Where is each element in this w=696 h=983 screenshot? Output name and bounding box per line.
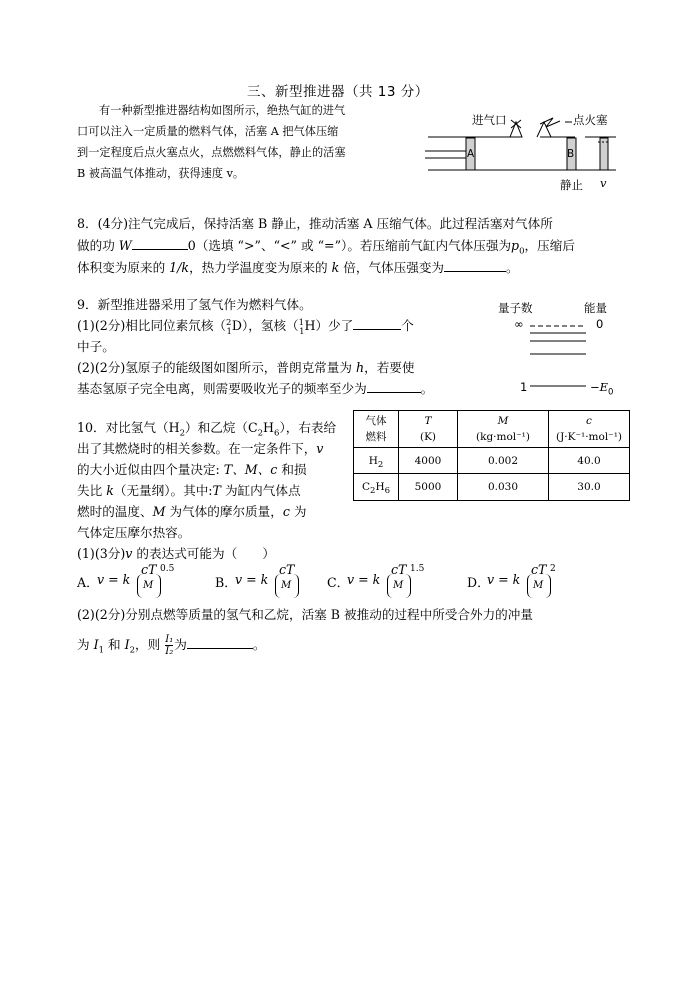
q8-work-blank[interactable] — [132, 236, 188, 250]
q8-line-2: 做的功 W 0（选填 “>”、“<” 或 “=”）。若压缩前气缸内气体压强为$p_0$，压缩后 — [77, 238, 575, 257]
q10-sub-2: (2)(2分)分别点燃等质量的氢气和乙烷，活塞 B 被推动的过程中所受合外力的冲量 — [77, 607, 533, 622]
q10-sub-2-cont: 为 $I_1$ 和 $I_2$，则 $\frac{\text{I₁}}{\text{I₂}}$ 为 。 — [77, 634, 266, 657]
table-row: $C_2H_6$ 5000 0.030 30.0 — [354, 474, 630, 501]
expression-prefix: v = k — [347, 572, 381, 587]
expression-denominator: M — [143, 580, 154, 591]
option-label: D． — [467, 575, 490, 590]
expression-exponent: 2 — [550, 564, 556, 574]
piston-a-label: A — [467, 148, 475, 160]
infinity-label: ∞ — [514, 317, 524, 331]
q9-part-2-cont: 基态氢原子完全电离，则需要吸收光子的频率至少为 。 — [77, 381, 434, 396]
table-row: $H_2$ 4000 0.002 40.0 — [354, 448, 630, 474]
velocity-label: v — [600, 176, 607, 190]
expression-denominator: M — [393, 580, 404, 591]
intro-paragraph — [77, 100, 346, 184]
zero-energy-label: 0 — [596, 317, 604, 331]
q10-line-6: 气体定压摩尔热容。 — [77, 525, 191, 540]
ground-state-label: 1 — [520, 380, 528, 394]
option-label: B． — [215, 575, 237, 590]
intro-line: 有一种新型推进器结构如图所示，绝热气缸的进气 — [99, 104, 346, 117]
igniter-icon — [537, 122, 551, 137]
expression-prefix: v = k — [235, 572, 269, 587]
intro-line: 到一定程度后点火塞点火，点燃燃料气体，静止的活塞 — [77, 146, 346, 159]
q8-line-3: 体积变为原来的 1/k，热力学温度变为原来的 k 倍，气体压强变为 。 — [77, 260, 519, 275]
inlet-label: 进气口 — [472, 113, 507, 127]
rest-label: 静止 — [560, 178, 583, 192]
q10-line-2: 出了其燃烧时的相关参数。在一定条件下，v — [77, 441, 324, 456]
q10-line-1: 10．对比氢气$(H_2)$和乙烷$(C_2H_6)$，右表给 — [77, 420, 337, 439]
table-header-c: c (J·K⁻¹·mol⁻¹) — [549, 411, 630, 448]
expression-numerator: cT — [141, 562, 157, 577]
energy-level-diagram — [498, 298, 630, 398]
q10-line-3: 的大小近似由四个量决定: T、M、c 和损 — [77, 462, 307, 477]
ground-energy-label: $-E_0$ — [590, 380, 614, 398]
q9-part-2: (2)(2分)氢原子的能级图如图所示，普朗克常量为 h，若要使 — [77, 360, 415, 375]
q9-line-1: 9．新型推进器采用了氢气作为燃料气体。 — [77, 297, 312, 312]
q9-part-1-cont: 中子。 — [77, 339, 115, 354]
option-label: A． — [77, 575, 99, 590]
expression-exponent: 0.5 — [160, 564, 175, 574]
q9-frequency-blank[interactable] — [367, 379, 421, 393]
table-header-m: M (kg·mol⁻¹) — [458, 411, 549, 448]
table-header-t: T (K) — [399, 411, 458, 448]
q8-line-1: 8．(4分)注气完成后，保持活塞 B 静止，推动活塞 A 压缩气体。此过程活塞对气体所 — [77, 216, 553, 231]
section-title: 三、新型推进器（共 13 分） — [247, 84, 429, 100]
fuel-parameter-table — [353, 410, 630, 501]
expression-prefix: v = k — [487, 572, 521, 587]
q10-options — [77, 560, 637, 600]
q10-ratio-blank[interactable] — [187, 635, 253, 649]
q9-neutron-blank[interactable] — [353, 316, 401, 330]
q9-part-1: (1)(2分)相比同位素氘核（$^2_1$D），氢核（$^1_1$H）少了 个 — [77, 317, 414, 337]
piston-b-label: B — [567, 148, 575, 160]
igniter-label: 点火塞 — [573, 113, 608, 127]
expression-numerator: cT — [391, 562, 407, 577]
expression-numerator: cT — [279, 562, 295, 577]
expression-denominator: M — [533, 580, 544, 591]
q10-line-4: 失比 k（无量纲）。其中:T 为缸内气体点 — [77, 483, 301, 498]
expression-numerator: cT — [531, 562, 547, 577]
q8-pressure-blank[interactable] — [444, 258, 506, 272]
energy-label: 能量 — [584, 301, 607, 315]
q10-sub-1: (1)(3分)v 的表达式可能为（ ） — [77, 546, 275, 561]
table-header-row — [354, 411, 630, 448]
propulsion-figure — [420, 110, 630, 195]
impulse-ratio: $\frac{\text{I₁}}{\text{I₂}}$ — [165, 634, 174, 657]
expression-exponent: 1.5 — [410, 564, 425, 574]
quantum-number-label: 量子数 — [498, 301, 533, 315]
intro-line: B 被高温气体推动，获得速度 v。 — [77, 167, 245, 180]
intro-line: 口可以注入一定质量的燃料气体，活塞 A 把气体压缩 — [77, 125, 339, 138]
option-label: C． — [327, 575, 350, 590]
q10-line-5: 燃时的温度、M 为气体的摩尔质量，c 为 — [77, 504, 307, 519]
expression-prefix: v = k — [97, 572, 131, 587]
expression-denominator: M — [281, 580, 292, 591]
table-header-gas: 气体 燃料 — [354, 411, 399, 448]
